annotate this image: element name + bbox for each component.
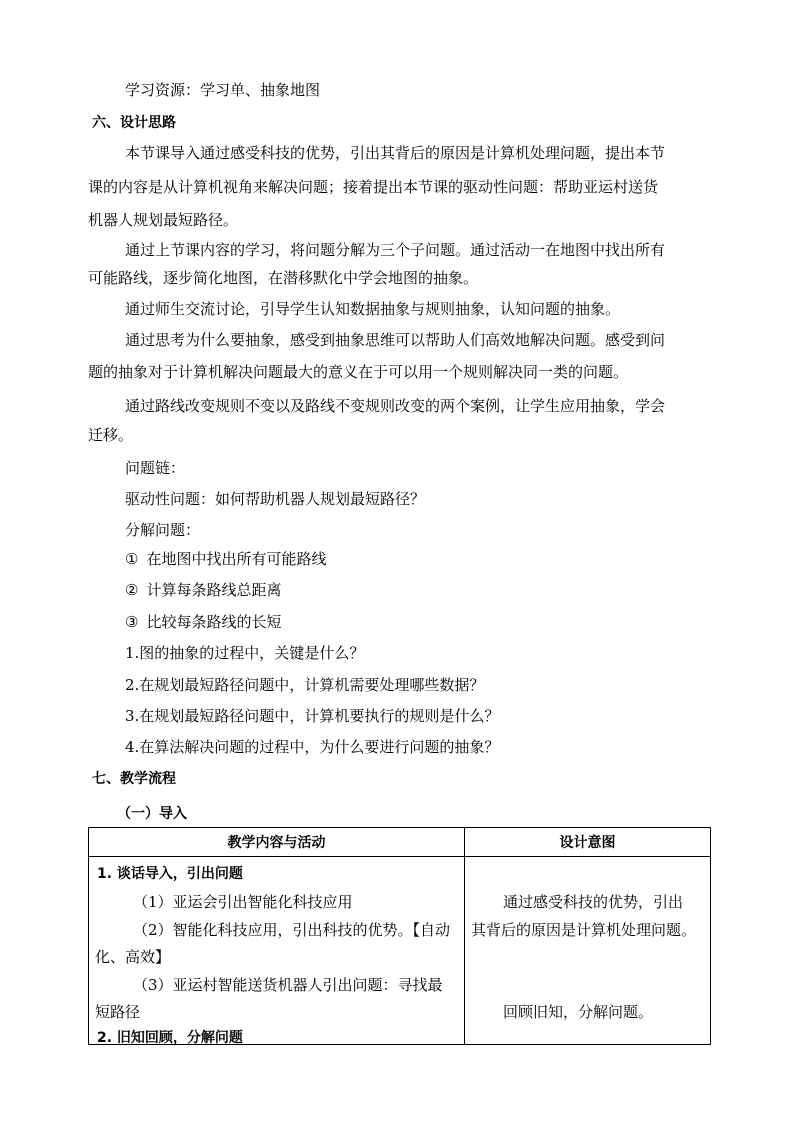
circled-three-mark: ③ (125, 613, 139, 631)
question-2: 2.在规划最短路径问题中，计算机需要处理哪些数据？ (125, 676, 485, 694)
section7-heading: 七、教学流程 (92, 771, 176, 787)
header-content-activity: 教学内容与活动 (89, 828, 465, 857)
item-1-sub-1: （1）亚运会引出智能化科技应用 (133, 893, 353, 911)
table-row (89, 857, 711, 1045)
resources-line: 学习资源：学习单、抽象地图 (125, 81, 321, 99)
paragraph-4-line-2: 题的抽象对于计算机解决问题最大的意义在于可以用一个规则解决同一类的问题。 (88, 363, 629, 381)
item-2-title: 2. 旧知回顾，分解问题 (97, 1030, 243, 1046)
circled-two-mark: ② (125, 581, 139, 599)
item-1-sub-2-line-2: 化、高效】 (95, 948, 171, 966)
question-chain-label: 问题链： (125, 459, 186, 477)
subproblem-2-text: 计算每条路线总距离 (146, 581, 282, 599)
content-activity-cell (89, 857, 465, 1045)
decompose-label: 分解问题： (125, 521, 201, 539)
intent-2: 回顾旧知，分解问题。 (503, 1003, 654, 1021)
subproblem-1-text: 在地图中找出所有可能路线 (146, 550, 327, 568)
section7-subheading: （一）导入 (117, 806, 187, 822)
paragraph-3-line-1: 通过师生交流讨论，引导学生认知数据抽象与规则抽象，认知问题的抽象。 (125, 300, 621, 318)
item-1-sub-3-line-2: 短路径 (95, 1003, 141, 1021)
paragraph-2-line-1: 通过上节课内容的学习，将问题分解为三个子问题。通过活动一在地图中找出所有 (125, 241, 666, 259)
intent-1-line-2: 其背后的原因是计算机处理问题。 (471, 921, 697, 939)
paragraph-1-line-2: 课的内容是从计算机视角来解决问题；接着提出本节课的驱动性问题：帮助亚运村送货 (88, 178, 659, 196)
subproblem-3-text: 比较每条路线的长短 (146, 613, 282, 631)
subproblem-1 (125, 549, 326, 569)
paragraph-4-line-1: 通过思考为什么要抽象，感受到抽象思维可以帮助人们高效地解决问题。感受到问 (125, 331, 666, 349)
driving-question: 驱动性问题：如何帮助机器人规划最短路径？ (125, 490, 426, 508)
intent-1-line-1: 通过感受科技的优势，引出 (503, 893, 684, 911)
item-1-sub-2-line-1: （2）智能化科技应用，引出科技的优势。【自动 (133, 921, 451, 939)
question-4: 4.在算法解决问题的过程中，为什么要进行问题的抽象？ (125, 738, 500, 756)
item-1-title: 1. 谈话导入，引出问题 (97, 866, 243, 882)
question-3: 3.在规划最短路径问题中，计算机要执行的规则是什么？ (125, 707, 500, 725)
paragraph-2-line-2: 可能路线，逐步简化地图，在潜移默化中学会地图的抽象。 (88, 269, 479, 287)
paragraph-5-line-1: 通过路线改变规则不变以及路线不变规则改变的两个案例，让学生应用抽象，学会 (125, 397, 666, 415)
design-intent-cell (465, 857, 711, 1045)
subproblem-3 (125, 612, 281, 632)
item-1-sub-3-line-1: （3）亚运村智能送货机器人引出问题：寻找最 (133, 976, 443, 994)
paragraph-1-line-3: 机器人规划最短路径。 (88, 211, 239, 229)
circled-one-mark: ① (125, 550, 139, 568)
table-header-row (89, 828, 711, 857)
subproblem-2 (125, 580, 281, 600)
question-1: 1.图的抽象的过程中，关键是什么？ (125, 644, 365, 662)
paragraph-5-line-2: 迁移。 (88, 426, 134, 444)
section6-heading: 六、设计思路 (92, 115, 176, 131)
paragraph-1-line-1: 本节课导入通过感受科技的优势，引出其背后的原因是计算机处理问题，提出本节 (125, 144, 666, 162)
header-design-intent: 设计意图 (465, 828, 711, 857)
teaching-flow-table (88, 827, 711, 1045)
